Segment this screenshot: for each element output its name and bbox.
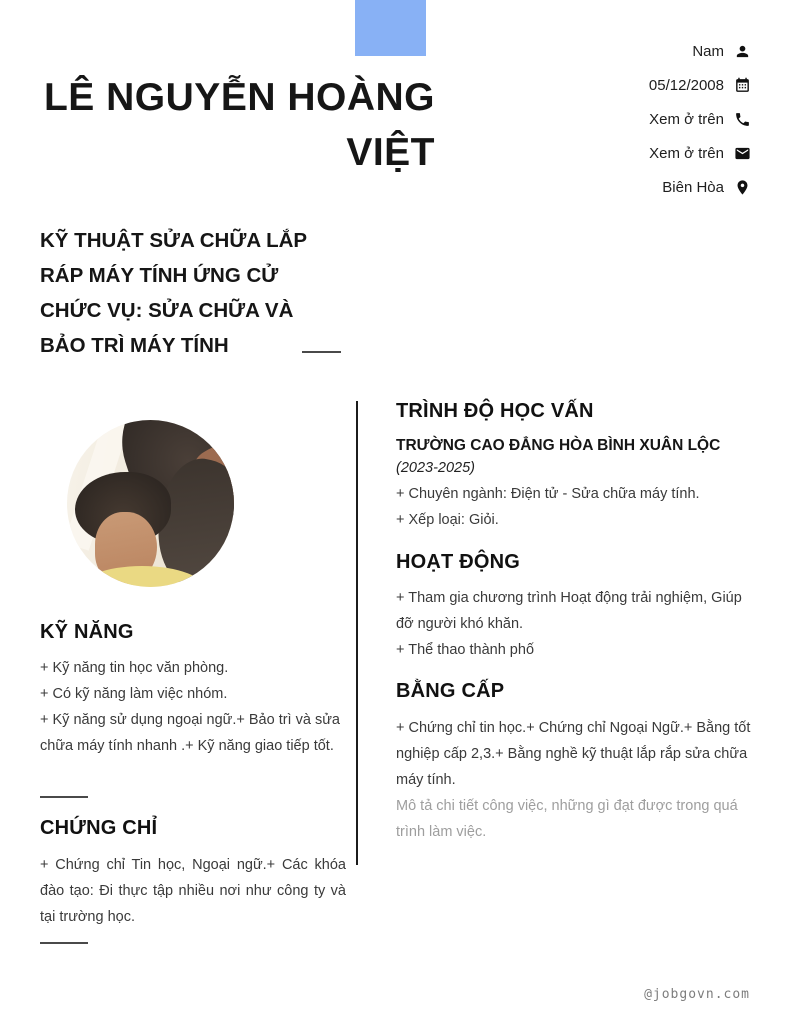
skill-item: + Kỹ năng sử dụng ngoại ngữ.+ Bảo trì và sửa chữa máy tính nhanh .+ Kỹ năng giao tiếp tốt. xyxy=(40,712,340,754)
degrees-heading: BẰNG CẤP xyxy=(396,680,505,702)
candidate-name: LÊ NGUYỄN HOÀNG VIỆT xyxy=(43,76,435,174)
certificate-item: + Chứng chỉ Tin học, Ngoại ngữ.+ Các khóa đào tạo: Đi thực tập nhiều nơi như công ty và tại trường học. xyxy=(40,857,346,925)
education-detail-item: + Xếp loại: Giỏi. xyxy=(396,512,499,528)
job-title: KỸ THUẬT SỬA CHỮA LẮP RÁP MÁY TÍNH ỨNG CỬ CHỨC VỤ: SỬA CHỮA VÀ BẢO TRÌ MÁY TÍNH xyxy=(40,229,307,357)
education-years: (2023-2025) xyxy=(396,460,475,476)
email-icon xyxy=(734,145,751,162)
column-divider xyxy=(356,401,358,865)
skill-item: + Kỹ năng tin học văn phòng. xyxy=(40,660,229,676)
degrees-list xyxy=(396,715,754,845)
gender-value: Nam xyxy=(692,42,724,60)
certificates-list xyxy=(40,852,346,930)
profile-photo xyxy=(67,420,234,587)
contact-row-gender xyxy=(649,34,751,68)
degree-item: + Chứng chỉ tin học.+ Chứng chỉ Ngoại Ngữ.+ Bằng tốt nghiệp cấp 2,3.+ Bằng nghề kỹ thuật lắp rắp sửa chữa máy tính. xyxy=(396,720,751,788)
contact-row-phone xyxy=(649,102,751,136)
section-divider xyxy=(40,796,88,798)
watermark: @jobgovn.com xyxy=(644,987,750,1002)
contact-row-birthdate xyxy=(649,68,751,102)
activities-heading: HOẠT ĐỘNG xyxy=(396,551,521,573)
activity-item: + Thể thao thành phố xyxy=(396,642,535,658)
location-icon xyxy=(734,179,751,196)
skills-heading: KỸ NĂNG xyxy=(40,621,134,643)
skill-item: + Có kỹ năng làm việc nhóm. xyxy=(40,686,228,702)
education-school: TRƯỜNG CAO ĐẲNG HÒA BÌNH XUÂN LỘC xyxy=(396,437,721,454)
education-heading: TRÌNH ĐỘ HỌC VẤN xyxy=(396,400,594,422)
degrees-note: Mô tả chi tiết công việc, những gì đạt được trong quá trình làm việc. xyxy=(396,798,738,840)
birthdate-value: 05/12/2008 xyxy=(648,76,724,94)
education-detail-item: + Chuyên ngành: Điện tử - Sửa chữa máy tính. xyxy=(396,486,700,502)
contact-block xyxy=(649,34,751,204)
contact-row-location xyxy=(649,170,751,204)
activities-list xyxy=(396,585,754,663)
phone-icon xyxy=(734,111,751,128)
location-value: Biên Hòa xyxy=(662,178,724,196)
education-details xyxy=(396,481,754,533)
person-icon xyxy=(734,43,751,60)
contact-row-email xyxy=(649,136,751,170)
section-divider xyxy=(40,942,88,944)
skills-list xyxy=(40,655,346,759)
activity-item: + Tham gia chương trình Hoạt động trải nghiệm, Giúp đỡ người khó khăn. xyxy=(396,590,742,632)
title-decorative-line xyxy=(302,351,341,353)
email-value: Xem ở trên xyxy=(649,144,724,162)
phone-value: Xem ở trên xyxy=(649,110,724,128)
calendar-icon xyxy=(734,77,751,94)
certificates-heading: CHỨNG CHỈ xyxy=(40,817,158,839)
header-accent-rect xyxy=(355,0,426,56)
